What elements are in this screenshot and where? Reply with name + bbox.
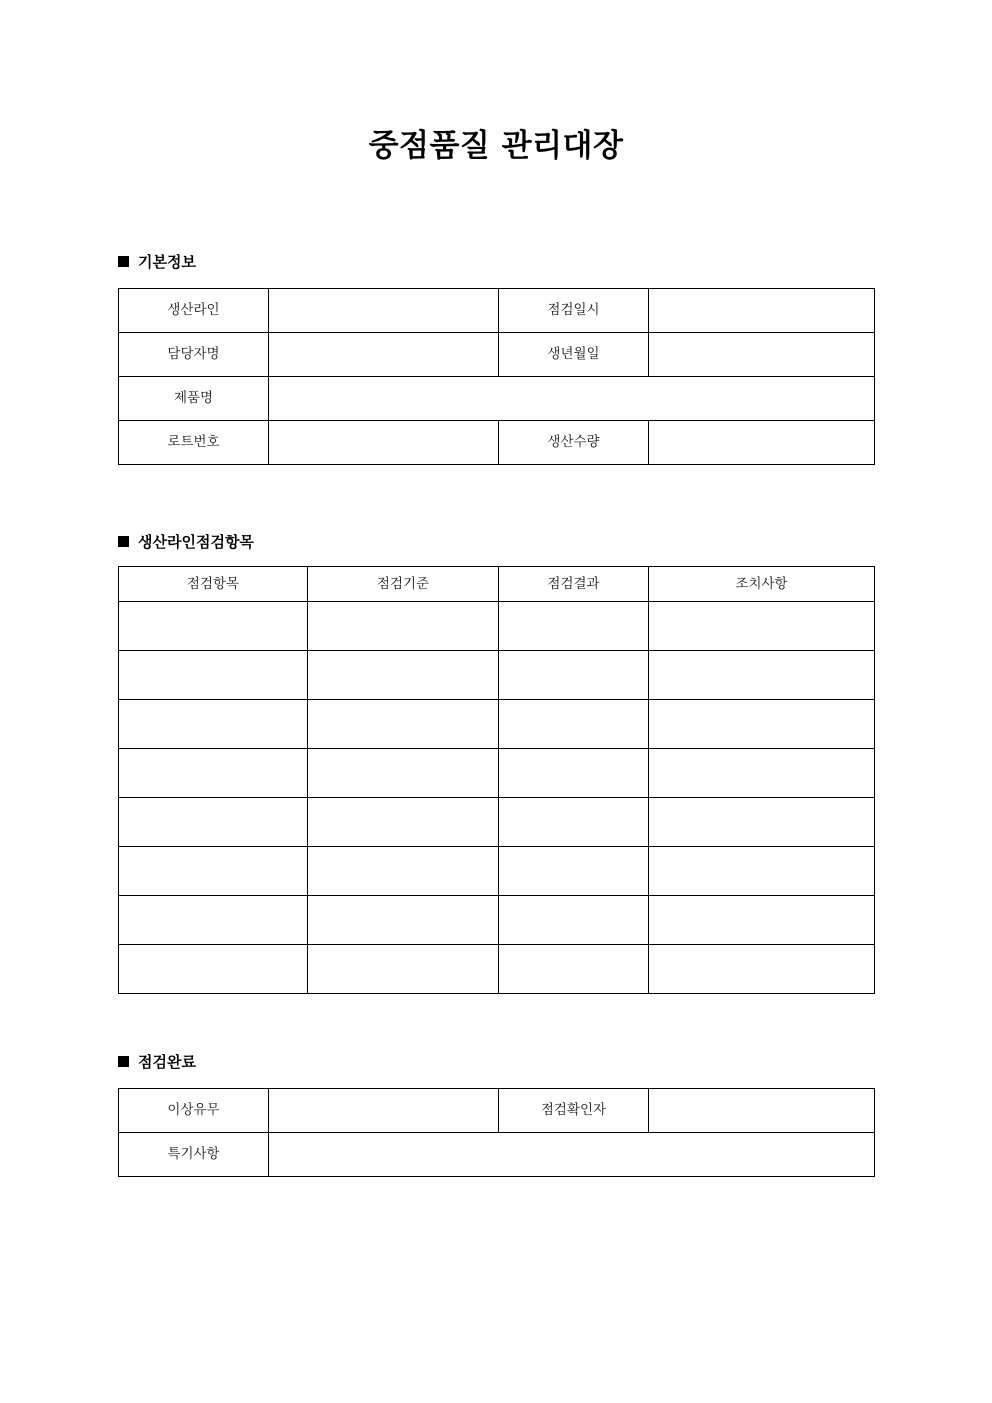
cell-inspection-result[interactable] [499, 700, 649, 749]
cell-inspection-result[interactable] [499, 651, 649, 700]
field-label-person-in-charge: 담당자명 [119, 333, 269, 377]
bullet-square-icon [118, 1056, 129, 1067]
cell-action-taken[interactable] [649, 749, 875, 798]
cell-inspection-standard[interactable] [308, 945, 499, 994]
column-header-inspection-item: 점검항목 [119, 567, 308, 602]
cell-inspection-item[interactable] [119, 651, 308, 700]
cell-inspection-result[interactable] [499, 896, 649, 945]
table-row [119, 896, 875, 945]
section-heading-label: 기본정보 [138, 253, 196, 271]
field-value-birthdate[interactable] [649, 333, 875, 377]
inspection-complete-table [118, 1088, 875, 1177]
cell-inspection-item[interactable] [119, 602, 308, 651]
cell-action-taken[interactable] [649, 896, 875, 945]
cell-action-taken[interactable] [649, 651, 875, 700]
table-row [119, 749, 875, 798]
cell-inspection-item[interactable] [119, 847, 308, 896]
table-row [119, 700, 875, 749]
basic-info-table [118, 288, 875, 465]
field-value-remarks[interactable] [269, 1133, 875, 1177]
cell-inspection-result[interactable] [499, 945, 649, 994]
table-header-row [119, 567, 875, 602]
cell-inspection-result[interactable] [499, 847, 649, 896]
cell-inspection-item[interactable] [119, 749, 308, 798]
cell-inspection-standard[interactable] [308, 651, 499, 700]
cell-inspection-item[interactable] [119, 896, 308, 945]
cell-inspection-standard[interactable] [308, 602, 499, 651]
field-value-lot-number[interactable] [269, 421, 499, 465]
cell-action-taken[interactable] [649, 945, 875, 994]
cell-inspection-result[interactable] [499, 602, 649, 651]
section-heading-inspection-complete [118, 1051, 196, 1072]
table-row [119, 798, 875, 847]
cell-action-taken[interactable] [649, 847, 875, 896]
table-row [119, 847, 875, 896]
table-row [119, 1089, 875, 1133]
field-value-production-line[interactable] [269, 289, 499, 333]
field-label-remarks: 특기사항 [119, 1133, 269, 1177]
table-row [119, 289, 875, 333]
field-label-abnormality-status: 이상유무 [119, 1089, 269, 1133]
cell-inspection-standard[interactable] [308, 798, 499, 847]
section-heading-inspection-items [118, 531, 254, 552]
field-value-product-name[interactable] [269, 377, 875, 421]
field-label-production-line: 생산라인 [119, 289, 269, 333]
cell-inspection-item[interactable] [119, 798, 308, 847]
cell-inspection-standard[interactable] [308, 896, 499, 945]
cell-inspection-result[interactable] [499, 798, 649, 847]
cell-inspection-standard[interactable] [308, 749, 499, 798]
cell-inspection-item[interactable] [119, 945, 308, 994]
section-heading-label: 생산라인점검항목 [138, 533, 254, 551]
cell-inspection-standard[interactable] [308, 700, 499, 749]
field-label-birthdate: 생년월일 [499, 333, 649, 377]
inspection-items-table [118, 566, 875, 994]
field-value-person-in-charge[interactable] [269, 333, 499, 377]
field-label-inspection-datetime: 점검일시 [499, 289, 649, 333]
table-row [119, 651, 875, 700]
cell-inspection-standard[interactable] [308, 847, 499, 896]
table-row [119, 377, 875, 421]
page-title: 중점품질 관리대장 [368, 128, 624, 164]
section-heading-label: 점검완료 [138, 1053, 196, 1071]
field-label-production-quantity: 생산수량 [499, 421, 649, 465]
table-row [119, 333, 875, 377]
table-row [119, 945, 875, 994]
bullet-square-icon [118, 536, 129, 547]
table-row [119, 421, 875, 465]
field-value-inspection-datetime[interactable] [649, 289, 875, 333]
field-label-inspection-confirmer: 점검확인자 [499, 1089, 649, 1133]
cell-inspection-result[interactable] [499, 749, 649, 798]
column-header-inspection-standard: 점검기준 [308, 567, 499, 602]
cell-action-taken[interactable] [649, 700, 875, 749]
field-label-product-name: 제품명 [119, 377, 269, 421]
cell-inspection-item[interactable] [119, 700, 308, 749]
field-label-lot-number: 로트번호 [119, 421, 269, 465]
field-value-inspection-confirmer[interactable] [649, 1089, 875, 1133]
column-header-action-taken: 조치사항 [649, 567, 875, 602]
field-value-abnormality-status[interactable] [269, 1089, 499, 1133]
bullet-square-icon [118, 256, 129, 267]
column-header-inspection-result: 점검결과 [499, 567, 649, 602]
section-heading-basic-info [118, 251, 196, 272]
table-row [119, 602, 875, 651]
cell-action-taken[interactable] [649, 798, 875, 847]
field-value-production-quantity[interactable] [649, 421, 875, 465]
table-row [119, 1133, 875, 1177]
cell-action-taken[interactable] [649, 602, 875, 651]
